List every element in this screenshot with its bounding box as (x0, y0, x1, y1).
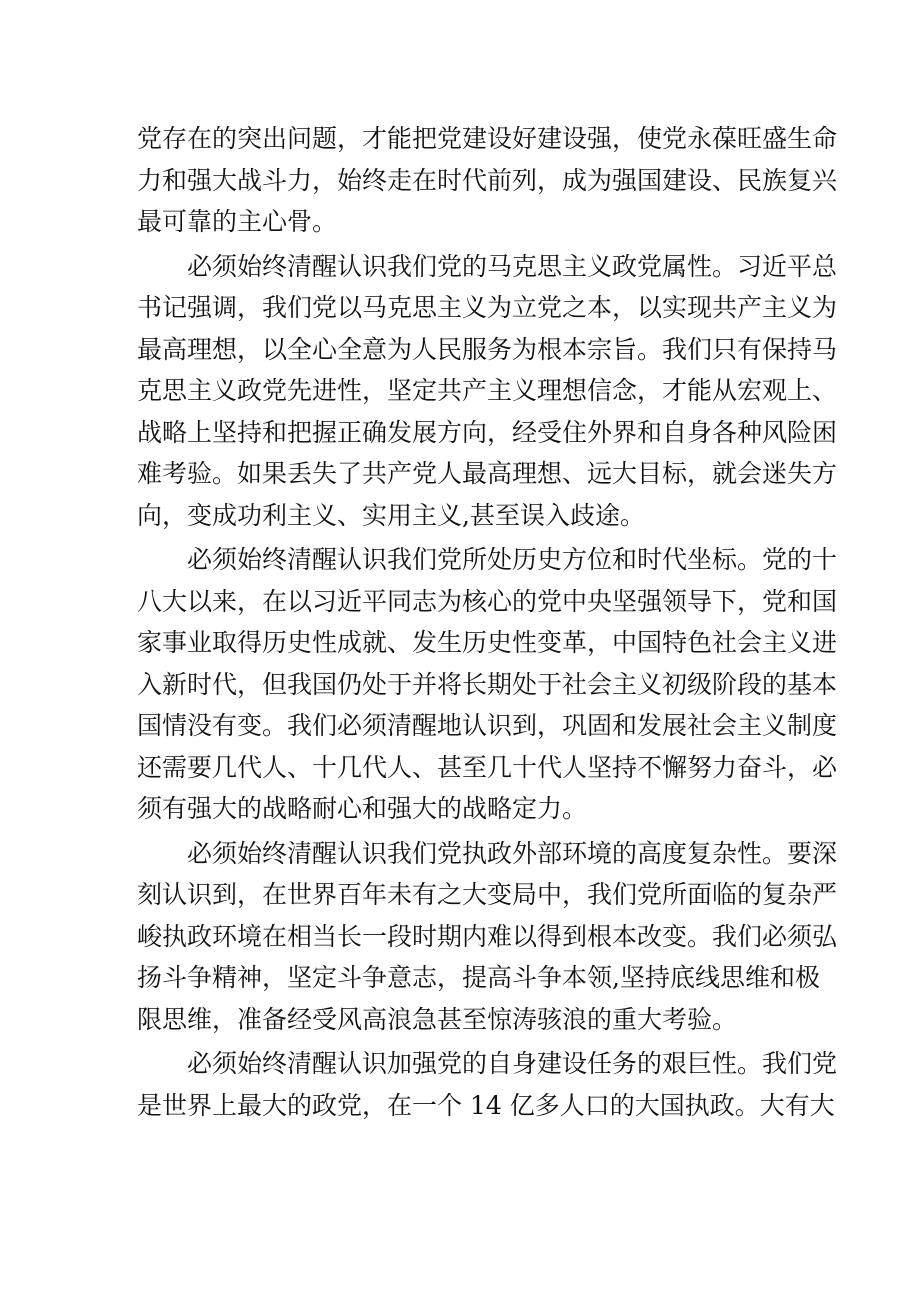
paragraph-line: 扬斗争精神，坚定斗争意志，提高斗争本领,坚持底线思维和极 (137, 963, 820, 992)
paragraph-line: 党存在的突出问题，才能把党建设好建设强，使党永葆旺盛生命 (137, 124, 838, 153)
paragraph-line: 向，变成功利主义、实用主义,甚至误入歧途。 (137, 500, 645, 530)
paragraph-first-line: 必须始终清醒认识我们党所处历史方位和时代坐标。党的十 (187, 545, 838, 574)
paragraph-first-line: 必须始终清醒认识我们党执政外部环境的高度复杂性。要深 (187, 838, 838, 868)
paragraph-line: 最高理想，以全心全意为人民服务为根本宗旨。我们只有保持马 (137, 334, 838, 364)
paragraph-line: 须有强大的战略耐心和强大的战略定力。 (137, 794, 588, 823)
paragraph-line: 入新时代，但我国仍处于并将长期处于社会主义初级阶段的基本 (137, 669, 838, 699)
paragraph-line: 还需要几代人、十几代人、甚至几十代人坚持不懈努力奋斗，必 (137, 752, 838, 782)
paragraph-line: 克思主义政党先进性，坚定共产主义理想信念，才能从宏观上、 (137, 376, 838, 405)
paragraph-1 (137, 118, 838, 243)
paragraph-first-line: 必须始终清醒认识我们党的马克思主义政党属性。习近平总 (187, 251, 838, 281)
paragraph-line: 八大以来，在以习近平同志为核心的党中央坚强领导下，党和国 (137, 586, 838, 616)
paragraph-line: 最可靠的主心骨。 (137, 207, 338, 236)
paragraph-line: 书记强调，我们党以马克思主义为立党之本，以实现共产主义为 (137, 293, 838, 322)
paragraph-line: 限思维，准备经受风高浪急甚至惊涛骇浪的重大考验。 (137, 1004, 738, 1034)
paragraph-line: 是世界上最大的政党，在一个 14 亿多人口的大国执政。大有大 (137, 1090, 835, 1120)
paragraph-line: 难考验。如果丢失了共产党人最高理想、远大目标，就会迷失方 (137, 459, 838, 488)
document-body (137, 118, 838, 1126)
paragraph-2 (137, 246, 838, 537)
paragraph-first-line: 必须始终清醒认识加强党的自身建设任务的艰巨性。我们党 (187, 1049, 838, 1078)
paragraph-line: 刻认识到，在世界百年未有之大变局中，我们党所面临的复杂严 (137, 880, 838, 909)
paragraph-3 (137, 539, 838, 830)
paragraph-line: 力和强大战斗力，始终走在时代前列，成为强国建设、民族复兴 (137, 165, 838, 195)
paragraph-line: 战略上坚持和把握正确发展方向，经受住外界和自身各种风险困 (137, 417, 838, 447)
paragraph-line: 国情没有变。我们必须清醒地认识到，巩固和发展社会主义制度 (137, 711, 838, 740)
paragraph-5 (137, 1043, 838, 1126)
paragraph-line: 家事业取得历史性成就、发生历史性变革，中国特色社会主义进 (137, 628, 838, 657)
paragraph-line: 峻执政环境在相当长一段时期内难以得到根本改变。我们必须弘 (137, 921, 838, 951)
paragraph-4 (137, 833, 838, 1041)
